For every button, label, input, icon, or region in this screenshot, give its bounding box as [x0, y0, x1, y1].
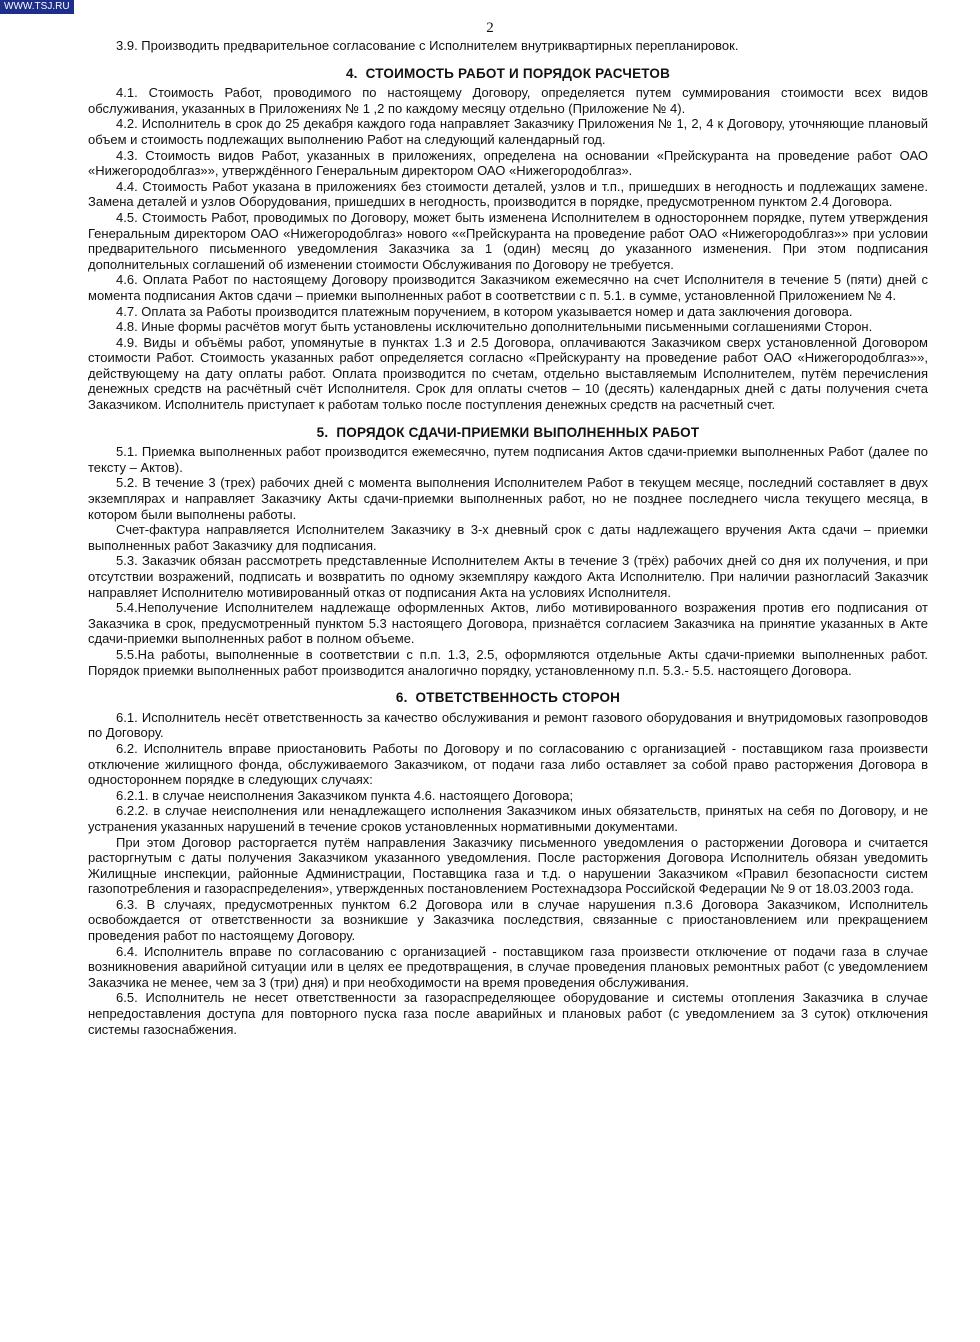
section-heading	[88, 66, 928, 82]
clause-paragraph: 6.2.2. в случае неисполнения или ненадлежащего исполнения Заказчиком иных обязательств, принятых на себя по Договору, и не устранения указанных нарушений в течение сроков установленных нормативными документами.	[88, 803, 928, 834]
clause-paragraph: 6.3. В случаях, предусмотренных пунктом 6.2 Договора или в случае нарушения п.3.6 Договора Заказчиком, Исполнитель освобождается от ответственности за возникшие у Заказчика последствия, связанные с приостановлением или прекращением проведения работ по настоящему Договору.	[88, 896, 928, 944]
clause-paragraph: 5.2. В течение 3 (трех) рабочих дней с момента выполнения Исполнителем Работ в текущем месяце, последний составляет в двух экземплярах и направляет Заказчику Акты сдачи-приемки выполненных работ, но не позднее последнего числа текущего месяца, в котором были выполнены работы.	[88, 475, 928, 522]
clause-paragraph: 5.5.На работы, выполненные в соответствии с п.п. 1.3, 2.5, оформляются отдельные Акты сдачи-приемки выполненных работ. Порядок приемки выполненных работ производится аналогично порядку, установленному п.п. 5.3.- 5.5. настоящего Договора.	[88, 646, 928, 678]
clause-paragraph: 4.5. Стоимость Работ, проводимых по Договору, может быть изменена Исполнителем в одностороннем порядке, путем утверждения Генеральным директором ОАО «Нижегородоблгаз» нового ««Прейскуранта на проведение работ ОАО «Нижегородоблгаз»» при условии предварительного письменного уведомления Заказчика за 1 (один) месяц до указанного изменения. При этом подписания дополнительных соглашений об изменении стоимости Обслуживания по Договору не требуется.	[88, 209, 928, 272]
section-title: ПОРЯДОК СДАЧИ-ПРИЕМКИ ВЫПОЛНЕННЫХ РАБОТ	[336, 424, 700, 440]
clause-paragraph: 5.4.Неполучение Исполнителем надлежаще оформленных Актов, либо мотивированного возражения против его подписания от Заказчика в срок, предусмотренный пунктом 5.3 настоящего Договора, признаётся согласием Заказчика на принятие указанных в Акте сдачи-приемки выполненных работ в полном объеме.	[88, 600, 928, 647]
clause-paragraph: 5.3. Заказчик обязан рассмотреть представленные Исполнителем Акты в течение 3 (трёх) рабочих дней со дня их получения, и при отсутствии возражений, подписать и возвратить по одному экземпляру каждого Акта Исполнителю. При наличии разногласий Заказчик направляет Исполнителю мотивированный отказ от подписания Акта на условиях Исполнителя.	[88, 553, 928, 600]
section-heading	[88, 425, 928, 441]
section-title: СТОИМОСТЬ РАБОТ И ПОРЯДОК РАСЧЕТОВ	[365, 65, 671, 81]
clause-paragraph: 6.5. Исполнитель не несет ответственности за газораспределяющее оборудование и системы отопления Заказчика в случае непредоставления доступа для повторного пуска газа после аварийных и плановых работ (с уведомлением за 3 суток) отключения системы газоснабжения.	[88, 990, 928, 1037]
clause-paragraph: 4.3. Стоимость видов Работ, указанных в приложениях, определена на основании «Прейскуранта на проведение работ ОАО «Нижегородоблгаз»», утверждённого Генеральным директором ОАО «Нижегородоблгаз».	[88, 147, 928, 179]
clause-paragraph: 4.1. Стоимость Работ, проводимого по настоящему Договору, определяется путем суммирования стоимости всех видов обслуживания, указанных в Приложениях № 1 ,2 по каждому месяцу отдельно (Приложение № 4).	[88, 85, 928, 116]
clause-paragraph: 4.2. Исполнитель в срок до 25 декабря каждого года направляет Заказчику Приложения № 1, 2, 4 к Договору, уточняющие плановый объем и стоимость подлежащих выполнению Работ на следующий календарный год.	[88, 116, 928, 147]
clause-paragraph: 4.8. Иные формы расчётов могут быть установлены исключительно дополнительными письменными соглашениями Сторон.	[116, 319, 873, 335]
clause-paragraph: 5.1. Приемка выполненных работ производится ежемесячно, путем подписания Актов сдачи-приемки выполненных Работ (далее по тексту – Актов).	[88, 444, 928, 475]
clause-paragraph: 4.6. Оплата Работ по настоящему Договору производится Заказчиком ежемесячно на счет Исполнителя в течение 5 (пяти) дней с момента подписания Актов сдачи – приемки выполненных работ в соответствии с п. 5.1. в сумме, установленной Приложением № 4.	[88, 272, 928, 303]
clause-paragraph: 6.2.1. в случае неисполнения Заказчиком пункта 4.6. настоящего Договора;	[116, 787, 574, 803]
site-watermark: WWW.TSJ.RU	[0, 0, 74, 14]
clause-paragraph: 4.7. Оплата за Работы производится платежным поручением, в котором указывается номер и дата заключения договора.	[116, 303, 853, 319]
section-number: 4.	[345, 65, 358, 81]
page-number: 2	[486, 20, 494, 36]
section-title: ОТВЕТСТВЕННОСТЬ СТОРОН	[415, 690, 621, 706]
clause-paragraph: При этом Договор расторгается путём направления Заказчику письменного уведомления о расторжении Договора и считается расторгнутым с даты получения Заказчиком указанного уведомления. После расторжения Договора Исполнитель обязан уведомить Жилищные инспекции, районные Администрации, Поставщика газа и т.д. о нарушении Заказчиком «Правил безопасности систем газопотребления и газораспределения», утвержденных постановлением Ростехнадзора Российской Федерации № 9 от 18.03.2003 года.	[88, 834, 928, 897]
section-number: 5.	[316, 424, 329, 440]
clause-paragraph: 4.4. Стоимость Работ указана в приложениях без стоимости деталей, узлов и т.п., пришедших в негодность и подлежащих замене. Замена деталей и узлов Оборудования, пришедших в негодность, производится в порядке, предусмотренном пунктом 2.4 Договора.	[88, 178, 928, 210]
clause-paragraph: Счет-фактура направляется Исполнителем Заказчику в 3-х дневный срок с даты надлежащего вручения Акта сдачи – приемки выполненных работ Заказчику для подписания.	[88, 522, 928, 553]
clause-paragraph: 6.1. Исполнитель несёт ответственность за качество обслуживания и ремонт газового оборудования и внутридомовых газопроводов по Договору.	[88, 709, 928, 741]
contract-page	[88, 38, 928, 1037]
clause-paragraph: 6.2. Исполнитель вправе приостановить Работы по Договору и по согласованию с организацией - поставщиком газа произвести отключение жилищного фонда, обслуживаемого Заказчиком, от подачи газа либо оставляет за собой право расторжения Договора в одностороннем порядке в следующих случаях:	[88, 740, 928, 788]
clause-paragraph: 6.4. Исполнитель вправе по согласованию с организацией - поставщиком газа произвести отключение от подачи газа в случае возникновения аварийной ситуации или в целях ее предотвращения, в случае проведения плановых ремонтных работ (с уведомлением Заказчика не менее, чем за 3 (три) дня) и при необходимости на время проведения обслуживания.	[88, 943, 928, 990]
section-number: 6.	[395, 690, 408, 706]
section-heading	[88, 690, 928, 706]
clause-paragraph: 4.9. Виды и объёмы работ, упомянутые в пунктах 1.3 и 2.5 Договора, оплачиваются Заказчиком сверх установленной Договором стоимости Работ. Стоимость указанных работ определяется согласно «Прейскуранту на проведение работ ОАО «Нижегородоблгаз»», действующему на дату оплаты работ. Оплата производится по счетам, отдельно выставляемым Исполнителем, путём перечисления денежных средств на расчётный счёт Исполнителя. Срок для оплаты счетов – 10 (десять) календарных дней с даты получения счета Заказчиком. Исполнитель приступает к работам только после поступления денежных средств на расчетный счет.	[88, 334, 928, 413]
clause-paragraph: 3.9. Производить предварительное согласование с Исполнителем внутриквартирных перепланировок.	[116, 38, 739, 53]
